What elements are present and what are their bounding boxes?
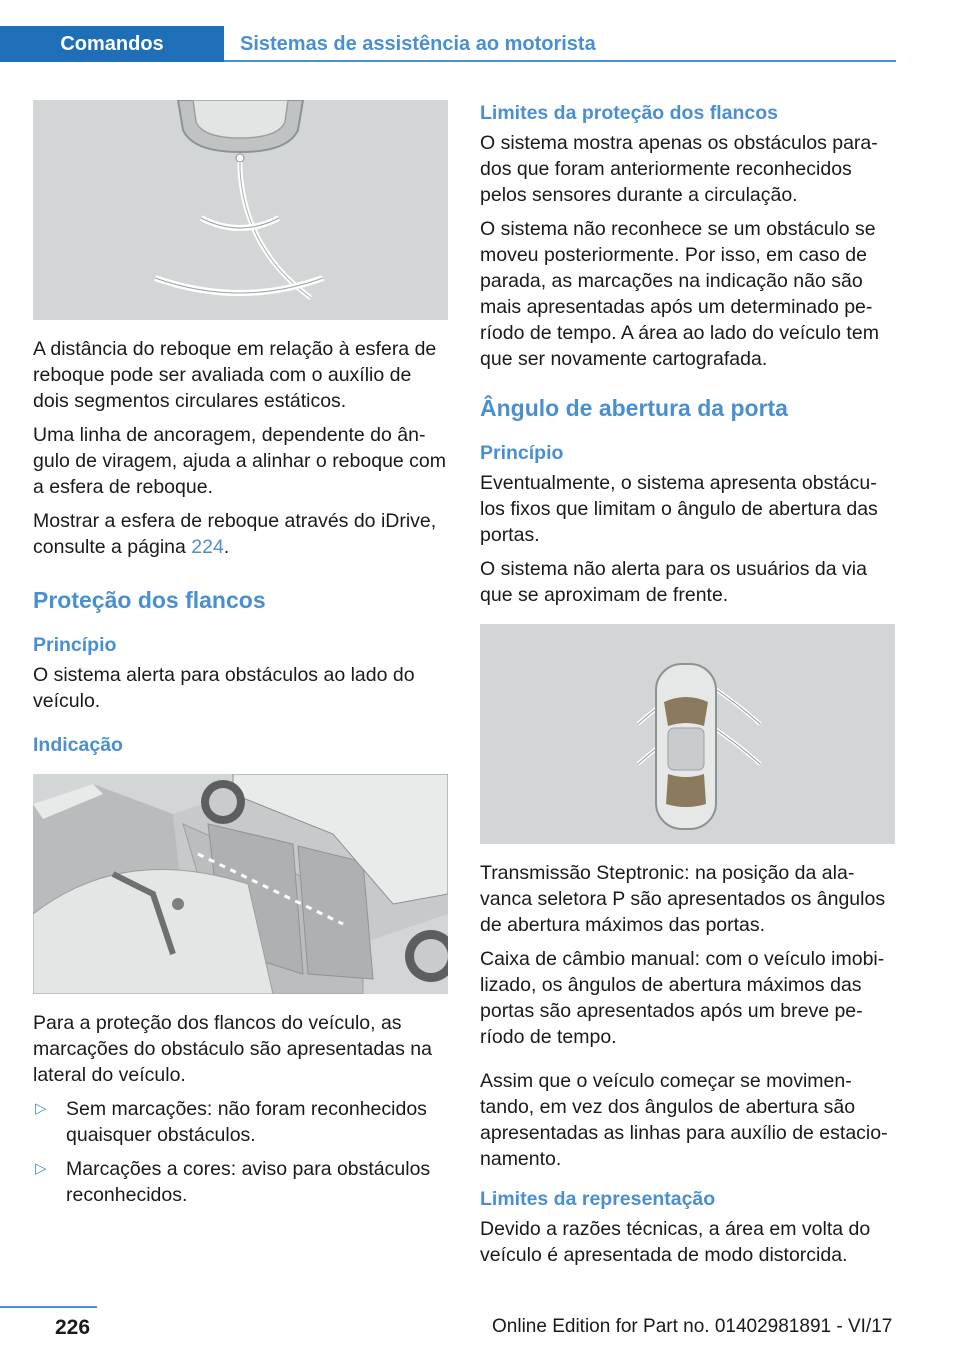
section-heading: Proteção dos flancos: [33, 587, 266, 613]
trailer-hitch-illustration: [33, 100, 448, 320]
paragraph: O sistema mostra apenas os obstáculos parados que foram anteriormente reconhecidos pelos sensores durante a circulação.: [480, 132, 878, 206]
edition-footer: Online Edition for Part no. 01402981891 - VI/17: [492, 1316, 893, 1337]
subheading: Princípio: [33, 634, 117, 656]
door-opening-illustration: [480, 624, 895, 844]
chapter-tab: Comandos: [0, 26, 224, 62]
paragraph: Transmissão Steptronic: na posição da alavanca seletora P são apresentados os ângulos de abertura máximos das portas.: [480, 862, 886, 936]
triangle-bullet-icon: ▷: [35, 1100, 47, 1117]
side-protection-figure: [33, 774, 448, 994]
paragraph: O sistema não alerta para os usuários da via que se aproximam de frente.: [480, 558, 867, 606]
paragraph: A distância do reboque em relação à esfera de reboque pode ser avaliada com o auxílio de dois segmentos circulares estáticos.: [33, 338, 437, 412]
subheading: Indicação: [33, 734, 123, 756]
left-column: [33, 100, 448, 1216]
paragraph: O sistema não reconhece se um obstáculo se moveu posteriormente. Por isso, em caso de parada, as marcações na indicação não são mais apresentadas após um determinado período de tempo. A área ao lado do veículo tem que ser novamente cartografada.: [480, 218, 879, 370]
page-number: 226: [55, 1316, 91, 1339]
paragraph-with-link: [33, 508, 448, 560]
triangle-bullet-icon: ▷: [35, 1160, 47, 1177]
paragraph: Para a proteção dos flancos do veículo, as marcações do obstáculo são apresentadas na lateral do veículo.: [33, 1012, 432, 1086]
section-heading: Ângulo de abertura da porta: [480, 395, 788, 421]
section-title: Sistemas de assistência ao motorista: [240, 32, 596, 55]
paragraph: Devido a razões técnicas, a área em volta do veículo é apresentada de modo distorcida.: [480, 1218, 871, 1266]
bullet-list: [33, 1096, 448, 1208]
right-column: [480, 100, 895, 1276]
paragraph-text: Mostrar a esfera de reboque através do iDrive, consulte a página: [33, 510, 437, 558]
trailer-hitch-figure: [33, 100, 448, 320]
paragraph: Caixa de câmbio manual: com o veículo imobilizado, os ângulos de abertura máximos das portas são apresentados após um breve período de tempo.: [480, 948, 885, 1048]
door-opening-figure: [480, 624, 895, 844]
page-header: [0, 0, 960, 66]
paragraph-end: .: [223, 536, 230, 558]
subheading: Limites da representação: [480, 1188, 716, 1210]
subheading: Princípio: [480, 442, 564, 464]
list-item: ▷ Sem marcações: não foram reconhecidos quaisquer obstáculos.: [35, 1098, 427, 1146]
side-protection-illustration: [33, 774, 448, 994]
paragraph: O sistema alerta para obstáculos ao lado do veículo.: [33, 664, 415, 712]
subheading: Limites da proteção dos flancos: [480, 102, 778, 124]
page-reference-link[interactable]: 224: [191, 536, 224, 558]
paragraph: Uma linha de ancoragem, dependente do ângulo de viragem, ajuda a alinhar o reboque com a esfera de reboque.: [33, 424, 447, 498]
list-item: ▷ Marcações a cores: aviso para obstáculos reconhecidos.: [35, 1158, 431, 1206]
paragraph: Eventualmente, o sistema apresenta obstáculos fixos que limitam o ângulo de abertura das portas.: [480, 472, 878, 546]
page-number-divider: [0, 1306, 97, 1308]
paragraph: Assim que o veículo começar se movimentando, em vez dos ângulos de abertura são apresentadas as linhas para auxílio de estacionamento.: [480, 1070, 888, 1170]
header-divider: [224, 60, 896, 62]
